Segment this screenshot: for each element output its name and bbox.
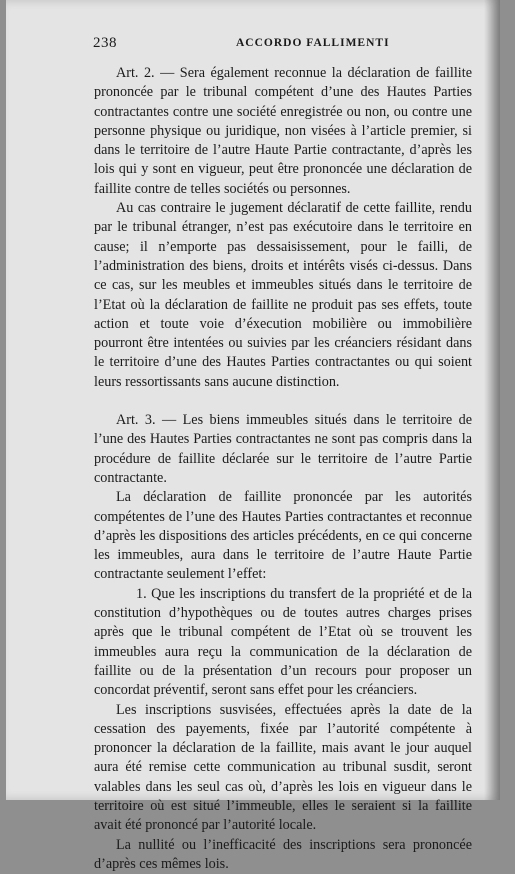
article-2-second-paragraph: Au cas contraire le jugement déclaratif de cette faillite, rendu par le tribunal étranger, n’est pas exécutoire dans le territoire en cause; il n’emporte pas dessaisissement, pour le failli, de l’administration des biens, droits et intérêts visés ci-dessus. Dans ce cas, sur les meubles et immeubles situés dans le territoire de l’Etat où la déclaration de faillite ne produit pas ses effets, toute action et toute voie d’éxecution mobilière ou immobilière pourront être intentées ou suivies par les créanciers résidant dans le territoire d’une des Hautes Parties contractantes ou qui soient leurs ressortissants sans aucune distinction. — [94, 200, 472, 390]
running-title: ACCORDO FALLIMENTI — [236, 37, 390, 49]
article-3-inscriptions-paragraph: Les inscriptions susvisées, effectuées après la date de la cessation des payements, fixée par l’autorité compétente à prononcer la déclaration de la faillite, mais avant le jour auquel aura été remise cette communication au tribunal susdit, seront valables dans les seul cas où, d’après les lois en vigueur dans le territoire où est situé l’immeuble, elles le seraient si la faillite avait été prononcé par l’autorité locale. — [94, 701, 472, 834]
page-edge-shadow — [484, 0, 500, 800]
article-3-nullity-paragraph: La nullité ou l’inefficacité des inscriptions sera prononcée d’après ces mêmes lois. — [94, 836, 472, 872]
section-gap — [94, 392, 472, 411]
body-text — [94, 64, 472, 874]
page-number: 238 — [93, 35, 117, 51]
article-3-point-1: 1. Que les inscriptions du transfert de la propriété et de la constitution d’hypothèques ou de toutes autres charges prises après que le tribunal compétent de l’Etat où se trouvent les immeubles aura reçu la communication de la déclaration de faillite ou de la présentation d’un recours pour proposer un concordat préventif, seront sans effet pour les créanciers. — [94, 585, 472, 699]
article-3-second-paragraph: La déclaration de faillite prononcée par les autorités compétentes de l’une des Hautes Parties contractantes et reconnue d’après les dispositions des articles précédents, en ce qui concerne les immeubles, aura dans le territoire de l’autre Haute Partie contractante seulement l’effet: — [94, 489, 472, 583]
article-2-paragraph: Art. 2. — Sera également reconnue la déclaration de faillite prononcée par le tribunal compétent d’une des Hautes Parties contractantes contre une société enregistrée ou non, ou contre une personne physique ou juridique, non visées à l’article premier, si dans le territoire de l’autre Haute Partie contractante, d’après les lois qui y sont en vigueur, peut être prononcée une déclaration de faillite contre de telles sociétés ou personnes. — [94, 65, 472, 197]
article-3-paragraph: Art. 3. — Les biens immeubles situés dans le territoire de l’une des Hautes Parties contractantes ne sont pas compris dans la procédure de faillite déclarée sur le territoire de l’autre Partie contractante. — [94, 412, 472, 486]
